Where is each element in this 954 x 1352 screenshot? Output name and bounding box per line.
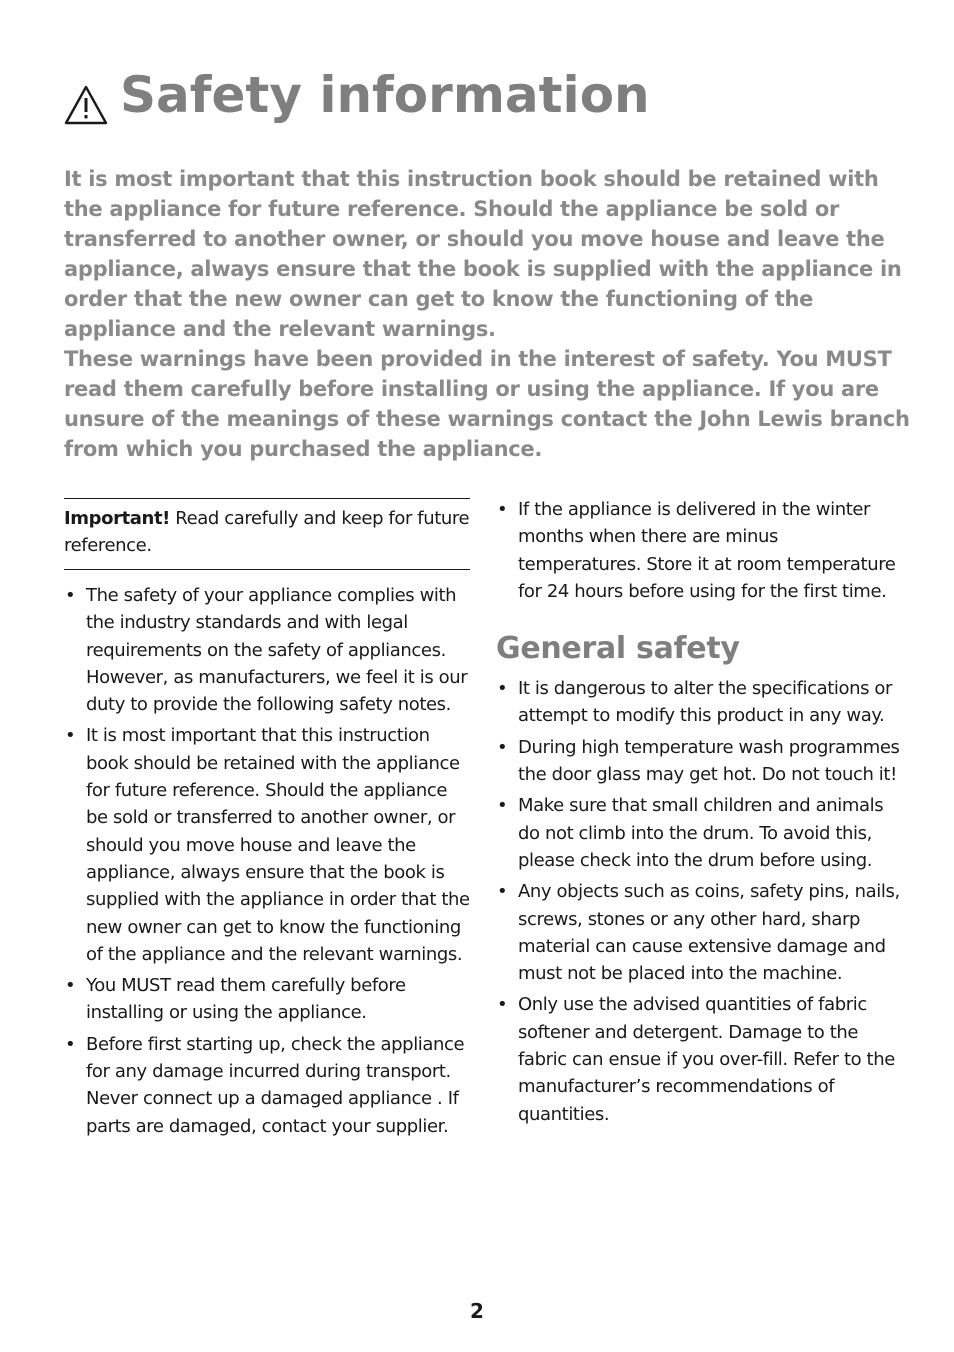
list-item-text: During high temperature wash programmes the door glass may get hot. Do not touch it! <box>518 736 900 786</box>
right-bullet-list <box>496 496 906 605</box>
page-number: 2 <box>470 1299 484 1323</box>
list-item <box>496 675 906 730</box>
list-item <box>64 1031 470 1140</box>
list-item-text: It is most important that this instruction book should be retained with the appliance for future reference. Should the appliance be sold or transferred to another owner, or should you move house and leave the appliance, always ensure that the book is supplied with the appliance in order that the new owner can get to know the functioning of the appliance and the relevant warnings. <box>86 725 470 965</box>
page-title <box>64 62 650 128</box>
list-item-text: Any objects such as coins, safety pins, nails, screws, stones or any other hard, sharp material can cause extensive damage and must not be placed into the machine. <box>518 881 900 985</box>
bullet-icon: • <box>497 736 508 758</box>
bullet-icon: • <box>497 499 508 520</box>
list-item-text: The safety of your appliance complies with the industry standards and with legal requirements on the safety of appliances. However, as manufacturers, we feel it is our duty to provide the following safety notes. <box>86 585 468 716</box>
bullet-icon: • <box>65 585 76 606</box>
list-item-text: If the appliance is delivered in the winter months when there are minus temperatures. Store it at room temperature for 24 hours before using for the first time. <box>518 499 896 602</box>
bullet-icon: • <box>497 994 508 1016</box>
important-note <box>64 498 470 570</box>
important-label: Important! <box>64 508 170 529</box>
list-item-text: Before first starting up, check the appliance for any damage incurred during transport. Never connect up a damaged appliance . If parts are damaged, contact your supplier. <box>86 1033 465 1137</box>
bullet-icon: • <box>497 795 508 817</box>
list-item <box>64 972 470 1027</box>
list-item <box>496 734 906 789</box>
right-column <box>496 496 906 1132</box>
list-item <box>496 496 906 605</box>
general-safety-heading: General safety <box>496 631 740 667</box>
list-item-text: You MUST read them carefully before installing or using the appliance. <box>86 975 406 1024</box>
left-column <box>64 498 470 1144</box>
important-text: Read carefully and keep for future reference. <box>64 508 470 556</box>
bullet-icon: • <box>497 881 508 903</box>
general-safety-list <box>496 675 906 1128</box>
list-item <box>496 792 906 874</box>
page-title-text: Safety information <box>120 66 650 124</box>
intro-text <box>64 164 914 464</box>
bullet-icon: • <box>65 725 76 747</box>
intro-paragraph-1: It is most important that this instruction book should be retained with the appliance for future reference. Should the appliance be sold or transferred to another owner, or should you move house and leave the appliance, always ensure that the book is supplied with the appliance in order that the new owner can get to know the functioning of the appliance and the relevant warnings. <box>64 167 902 341</box>
bullet-icon: • <box>65 975 76 997</box>
list-item <box>64 582 470 718</box>
list-item <box>496 991 906 1127</box>
bullet-icon: • <box>65 1033 76 1055</box>
list-item-text: Make sure that small children and animals do not climb into the drum. To avoid this, please check into the drum before using. <box>518 795 884 871</box>
list-item-text: Only use the advised quantities of fabric softener and detergent. Damage to the fabric can ensue if you over-fill. Refer to the manufacturer’s recommendations of quantities. <box>518 994 895 1125</box>
warning-triangle-icon <box>64 75 108 115</box>
list-item <box>64 722 470 968</box>
list-item-text: It is dangerous to alter the specifications or attempt to modify this product in any way. <box>518 678 893 727</box>
bullet-icon: • <box>497 678 508 700</box>
intro-paragraph-2: These warnings have been provided in the interest of safety. You MUST read them carefully before installing or using the appliance. If you are unsure of the meanings of these warnings contact the John Lewis branch from which you purchased the appliance. <box>64 347 910 461</box>
left-bullet-list <box>64 582 470 1140</box>
list-item <box>496 878 906 987</box>
